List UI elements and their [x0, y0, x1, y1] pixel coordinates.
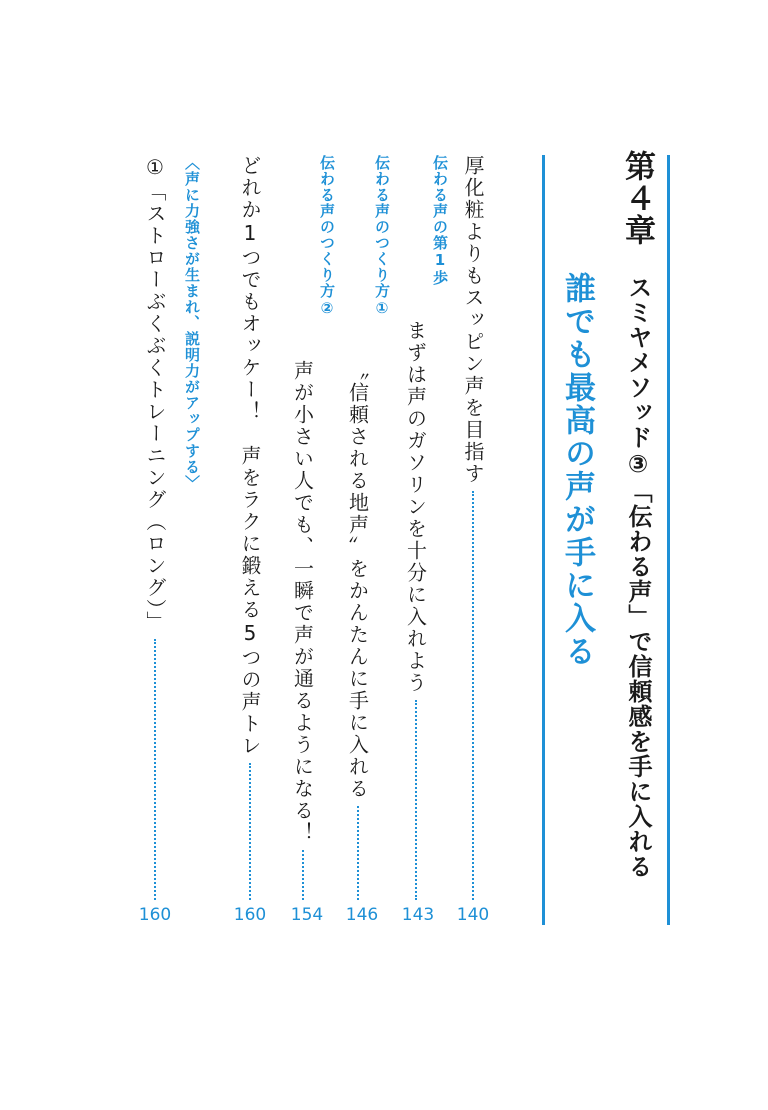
toc-page-number: 146: [345, 905, 379, 925]
toc-leader: [357, 806, 359, 900]
toc-leader: [472, 491, 474, 900]
toc-entry-subtitle: 伝わる声の第1歩: [431, 155, 449, 286]
toc-entry-subtitle: 〈声に力強さが生まれ、説明力がアップする〉: [183, 155, 201, 491]
toc-entry[interactable]: [403, 155, 453, 900]
toc-page-number: 160: [233, 905, 267, 925]
toc-leader: [154, 639, 156, 900]
chapter-rule-left: [542, 155, 545, 925]
toc-page-number: 140: [456, 905, 490, 925]
toc-entry-label: どれか1つでもオッケー！ 声をラクに鍛える5つの声トレ: [238, 155, 262, 757]
toc-leader: [249, 763, 251, 900]
toc-entry-subtitle: 伝わる声のつくり方②: [318, 155, 336, 318]
toc-page-number: 160: [138, 905, 172, 925]
chapter-title: スミヤメソッド③「伝わる声」で信頼感を手に入れる: [624, 275, 652, 879]
toc-leader: [302, 850, 304, 900]
toc-entry[interactable]: [345, 155, 395, 900]
toc-page-number: 143: [401, 905, 435, 925]
toc-subheading: [182, 155, 208, 491]
toc-page-number: 154: [290, 905, 324, 925]
toc-entry-label: 厚化粧よりもスッピン声を目指す: [461, 155, 485, 485]
toc-entry-label: ①「ストローぶくぶくトレーニング（ロング）」: [143, 155, 167, 633]
toc-entry[interactable]: [140, 155, 170, 900]
toc-entry[interactable]: [290, 155, 340, 900]
toc-entry[interactable]: [458, 155, 488, 900]
section-heading: 誰でも最高の声が手に入る: [559, 272, 595, 668]
toc-entry-subtitle: 伝わる声のつくり方①: [373, 155, 391, 318]
toc-leader: [415, 700, 417, 900]
chapter-number: 第４章: [619, 150, 655, 246]
toc-entry-label: 声が小さい人でも、一瞬で声が通るようになる！: [290, 360, 315, 844]
chapter-rule-right: [667, 155, 670, 925]
toc-entry-label: まずは声のガソリンを十分に入れよう: [403, 320, 428, 694]
toc-entry[interactable]: [235, 155, 265, 900]
toc-entry-label: 〝信頼される地声〟をかんたんに手に入れる: [345, 360, 370, 800]
